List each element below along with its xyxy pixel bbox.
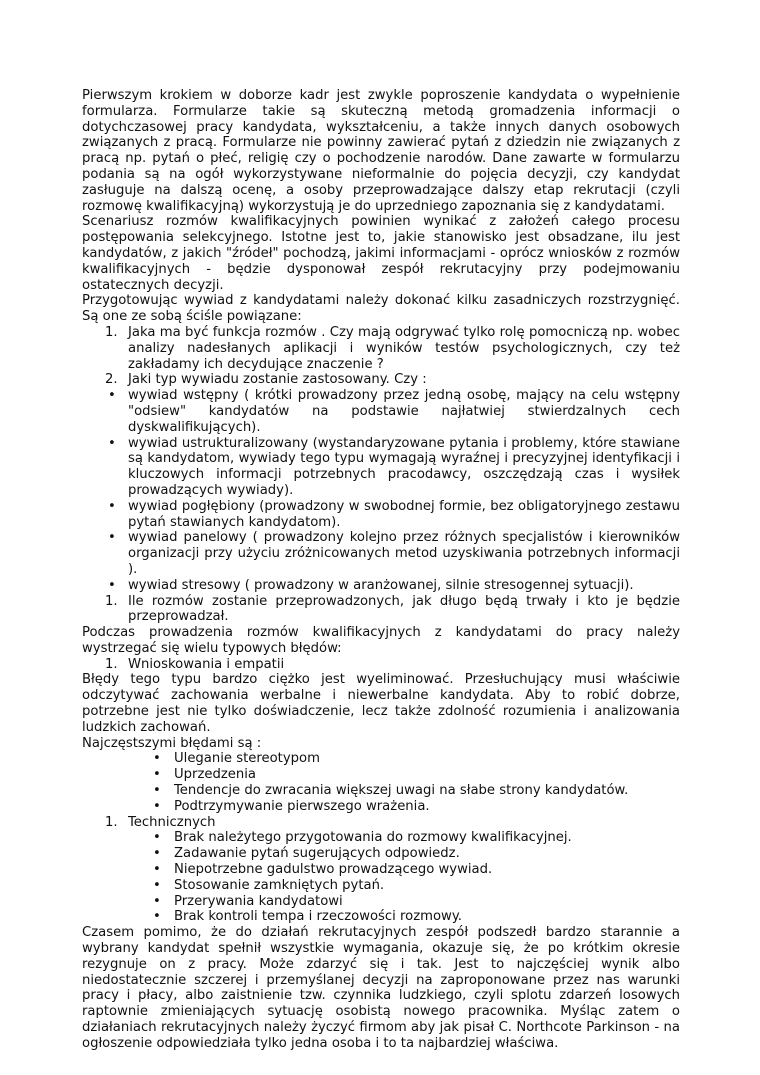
list-item-text: Brak kontroli tempa i rzeczowości rozmowy.: [174, 909, 462, 925]
bullet-list-item: [82, 767, 680, 783]
list-item-text: wywiad ustrukturalizowany (wystandaryzowane pytania i problemy, które stawiane są kandydatom, wywiady tego typu wymagają wyraźnej i precyzyjnej identyfikacji i kluczowych informacji potrzebnych pracodawcy, oszczędzają czas i wysiłek prowadzących wywiady).: [128, 435, 680, 498]
list-item-text: wywiad wstępny ( krótki prowadzony przez jedną osobę, mający na celu wstępny "odsiew" kandydatów na podstawie najłatwiej stwierdzalnych cech dyskwalifikujących).: [128, 388, 680, 435]
bullet-icon: •: [108, 498, 116, 514]
bullet-list-item: [82, 783, 680, 799]
bullet-list-item: [82, 862, 680, 878]
list-item-text: wywiad pogłębiony (prowadzony w swobodnej formie, bez obligatoryjnego zestawu pytań stawianych kandydatom).: [128, 498, 680, 530]
list-item-text: Technicznych: [128, 814, 216, 830]
bullet-icon: •: [153, 783, 161, 799]
bullet-list-item: [82, 751, 680, 767]
bullet-icon: •: [153, 751, 161, 767]
bullet-icon: •: [153, 909, 161, 925]
paragraph: Czasem pomimo, że do działań rekrutacyjnych zespół podszedł bardzo starannie a wybrany kandydat spełnił wszystkie wymagania, okazuje się, że po krótkim okresie rezygnuje on z pracy. Może zdarzyć się i tak. Jest to najczęściej wynik albo niedostatecznie szczerej i przemyślanej decyzji na zaproponowane przez nas warunki pracy i płacy, albo zaistnienie tzw. czynnika ludzkiego, czyli splotu zdarzeń losowych raptownie zmieniających sytuację osobistą nowego pracownika. Myśląc zatem o działaniach rekrutacyjnych należy życzyć firmom aby jak pisał C. Northcote Parkinson - na ogłoszenie odpowiedziała tylko jedna osoba i to ta najbardziej właściwa.: [82, 925, 680, 1051]
bullet-list-item: [82, 530, 680, 577]
bullet-icon: •: [153, 767, 161, 783]
bullet-list-item: [82, 499, 680, 531]
list-item-text: Uprzedzenia: [174, 767, 256, 783]
bullet-list-item: [82, 894, 680, 910]
list-item-text: Wnioskowania i empatii: [128, 656, 285, 672]
list-item-text: Jaki typ wywiadu zostanie zastosowany. Czy :: [128, 372, 427, 388]
list-item-text: Ile rozmów zostanie przeprowadzonych, jak długo będą trwały i kto je będzie przeprowadzał.: [128, 593, 680, 625]
list-item-text: wywiad panelowy ( prowadzony kolejno przez różnych specjalistów i kierowników organizacji przy użyciu zróżnicowanych metod uzyskiwania potrzebnych informacji ).: [128, 530, 680, 577]
list-item-text: Jaka ma być funkcja rozmów . Czy mają odgrywać tylko rolę pomocniczą np. wobec analizy nadesłanych aplikacji i wyników testów psychologicznych, czy też zakładamy ich decydujące znaczenie ?: [128, 324, 680, 372]
bullet-list-item: [82, 578, 680, 594]
bullet-icon: •: [108, 577, 116, 593]
list-number: 1.: [105, 324, 118, 340]
bullet-icon: •: [108, 435, 116, 451]
bullet-icon: •: [153, 798, 161, 814]
bullet-icon: •: [108, 388, 116, 404]
bullet-list-item: [82, 830, 680, 846]
list-item-text: wywiad stresowy ( prowadzony w aranżowanej, silnie stresogennej sytuacji).: [128, 577, 634, 593]
bullet-list-item: [82, 846, 680, 862]
numbered-list-item: [82, 657, 680, 673]
list-item-text: Podtrzymywanie pierwszego wrażenia.: [174, 798, 430, 814]
bullet-icon: •: [153, 846, 161, 862]
numbered-list-item: [82, 815, 680, 831]
list-number: 2.: [105, 372, 118, 388]
bullet-list-item: [82, 909, 680, 925]
paragraph: Błędy tego typu bardzo ciężko jest wyeliminować. Przesłuchujący musi właściwie odczytywać zachowania werbalne i niewerbalne kandydata. Aby to robić dobrze, potrzebne jest nie tylko doświadczenie, lecz także zdolność rozumienia i analizowania ludzkich zachowań.: [82, 672, 680, 735]
bullet-icon: •: [108, 530, 116, 546]
list-number: 1.: [105, 656, 118, 672]
list-item-text: Zadawanie pytań sugerujących odpowiedz.: [174, 846, 460, 862]
bullet-list-item: [82, 799, 680, 815]
list-item-text: Przerywania kandydatowi: [174, 893, 343, 909]
numbered-list-item: [82, 325, 680, 372]
bullet-icon: •: [153, 862, 161, 878]
bullet-icon: •: [153, 830, 161, 846]
bullet-list-item: [82, 878, 680, 894]
list-item-text: Niepotrzebne gadulstwo prowadzącego wywiad.: [174, 862, 493, 878]
list-number: 1.: [105, 814, 118, 830]
list-item-text: Tendencje do zwracania większej uwagi na słabe strony kandydatów.: [174, 783, 629, 799]
paragraph: Scenariusz rozmów kwalifikacyjnych powinien wynikać z założeń całego procesu postępowania selekcyjnego. Istotne jest to, jakie stanowisko jest obsadzane, ilu jest kandydatów, z jakich "źródeł" pochodzą, jakimi informacjami - oprócz wniosków z rozmów kwalifikacyjnych - będzie dysponował zespół rekrutacyjny przy podejmowaniu ostatecznych decyzji.: [82, 214, 680, 293]
document-page: [82, 88, 680, 1052]
bullet-list-item: [82, 436, 680, 499]
paragraph: Pierwszym krokiem w doborze kadr jest zwykle poproszenie kandydata o wypełnienie formularza. Formularze takie są skuteczną metodą gromadzenia informacji o dotychczasowej pracy kandydata, wykształceniu, a także innych danych osobowych związanych z pracą. Formularze nie powinny zawierać pytań z dziedzin nie związanych z pracą np. pytań o płeć, religię czy o pochodzenie narodów. Dane zawarte w formularzu podania są na ogół wykorzystywane nieformalnie do pojęcia decyzji, czy kandydat zasługuje na dalszą ocenę, a osoby przeprowadzające dalszy etap rekrutacji (czyli rozmowę kwalifikacyjną) wykorzystują je do uprzedniego zapoznania się z kandydatami.: [82, 88, 680, 214]
numbered-list-item: [82, 372, 680, 388]
list-item-text: Stosowanie zamkniętych pytań.: [174, 877, 385, 893]
bullet-icon: •: [153, 893, 161, 909]
list-number: 1.: [105, 593, 118, 609]
numbered-list-item: [82, 594, 680, 626]
paragraph: Podczas prowadzenia rozmów kwalifikacyjnych z kandydatami do pracy należy wystrzegać się wielu typowych błędów:: [82, 625, 680, 656]
bullet-icon: •: [153, 877, 161, 893]
paragraph: Przygotowując wywiad z kandydatami należy dokonać kilku zasadniczych rozstrzygnięć. Są one ze sobą ściśle powiązane:: [82, 293, 680, 325]
list-item-text: Uleganie stereotypom: [174, 751, 320, 767]
paragraph: Najczęstszymi błędami są :: [82, 735, 262, 751]
bullet-list-item: [82, 388, 680, 435]
list-item-text: Brak należytego przygotowania do rozmowy kwalifikacyjnej.: [174, 830, 572, 846]
